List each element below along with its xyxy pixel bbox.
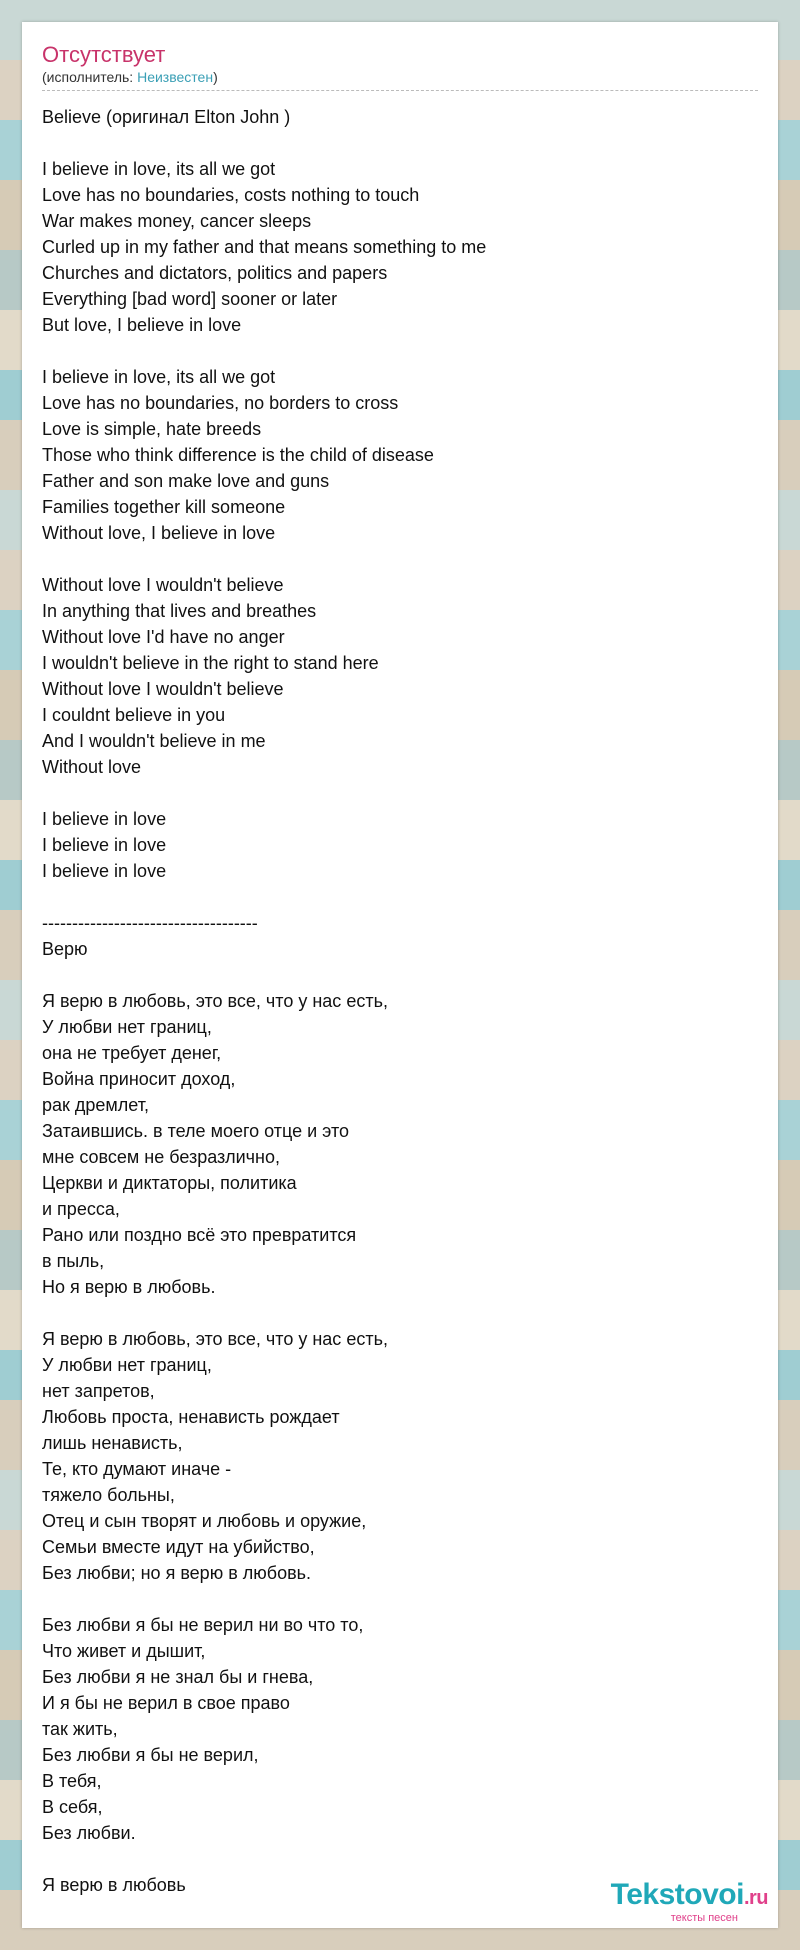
lyric-line: так жить,	[42, 1719, 118, 1739]
stanza-gap	[42, 546, 758, 572]
lyric-line: В себя,	[42, 1797, 103, 1817]
lyric-line: Without love	[42, 757, 142, 777]
stanza-gap	[42, 884, 758, 910]
lyric-line: I believe in love	[42, 809, 167, 829]
lyric-line: Those who think difference is the child of disease	[42, 445, 434, 465]
lyric-line: Но я верю в любовь.	[42, 1277, 216, 1297]
lyric-line: I couldnt believe in you	[42, 705, 226, 725]
lyric-line: тяжело больны,	[42, 1485, 175, 1505]
lyric-line: Love has no boundaries, no borders to cross	[42, 393, 399, 413]
lyric-line: И я бы не верил в свое право	[42, 1693, 290, 1713]
stanza-gap	[42, 962, 758, 988]
lyric-line: Father and son make love and guns	[42, 471, 330, 491]
lyric-line: I wouldn't believe in the right to stand here	[42, 653, 379, 673]
lyric-line: В тебя,	[42, 1771, 102, 1791]
lyric-line: ------------------------------------	[42, 913, 258, 933]
stanza-gap	[42, 780, 758, 806]
artist-prefix: (исполнитель:	[42, 69, 138, 85]
lyric-line: лишь ненависть,	[42, 1433, 183, 1453]
lyric-line: But love, I believe in love	[42, 315, 242, 335]
lyrics-text	[42, 104, 758, 1898]
lyric-line: Отец и сын творят и любовь и оружие,	[42, 1511, 367, 1531]
song-header	[42, 42, 758, 91]
lyric-line: I believe in love, its all we got	[42, 367, 276, 387]
stanza-gap	[42, 1846, 758, 1872]
lyric-line: мне совсем не безразлично,	[42, 1147, 280, 1167]
lyric-line: Without love I wouldn't believe	[42, 679, 284, 699]
lyric-line: Without love, I believe in love	[42, 523, 276, 543]
lyric-line: Война приносит доход,	[42, 1069, 236, 1089]
lyric-line: Рано или поздно всё это превратится	[42, 1225, 357, 1245]
lyric-line: Без любви я бы не верил ни во что то,	[42, 1615, 364, 1635]
artist-line	[42, 68, 758, 86]
stanza-gap	[42, 1300, 758, 1326]
lyric-line: Я верю в любовь	[42, 1875, 186, 1895]
lyric-line: And I wouldn't believe in me	[42, 731, 266, 751]
lyric-line: У любви нет границ,	[42, 1355, 212, 1375]
lyric-line: Everything [bad word] sooner or later	[42, 289, 338, 309]
stanza-gap	[42, 1586, 758, 1612]
lyric-line: Я верю в любовь, это все, что у нас есть,	[42, 991, 388, 1011]
lyric-line: Без любви я бы не верил,	[42, 1745, 259, 1765]
lyric-line: In anything that lives and breathes	[42, 601, 317, 621]
lyric-line: I believe in love	[42, 861, 167, 881]
artist-link[interactable]: Неизвестен	[137, 69, 214, 85]
lyric-line: нет запретов,	[42, 1381, 155, 1401]
lyric-line: I believe in love, its all we got	[42, 159, 276, 179]
lyric-line: Без любви.	[42, 1823, 136, 1843]
lyric-line: I believe in love	[42, 835, 167, 855]
lyric-line: Затаившись. в теле моего отце и это	[42, 1121, 350, 1141]
logo-tld: .ru	[743, 1887, 768, 1909]
stanza-gap	[42, 338, 758, 364]
lyric-line: и пресса,	[42, 1199, 120, 1219]
stanza-gap	[42, 130, 758, 156]
lyric-line: Те, кто думают иначе -	[42, 1459, 232, 1479]
logo-tagline: тексты песен	[670, 1912, 738, 1924]
artist-suffix: )	[213, 69, 218, 85]
song-title: Отсутствует	[42, 42, 166, 67]
lyric-line: Without love I wouldn't believe	[42, 575, 284, 595]
lyric-line: в пыль,	[42, 1251, 105, 1271]
lyric-line: Любовь проста, ненависть рождает	[42, 1407, 340, 1427]
lyric-line: Я верю в любовь, это все, что у нас есть,	[42, 1329, 388, 1349]
lyric-line: У любви нет границ,	[42, 1017, 212, 1037]
lyric-line: Церкви и диктаторы, политика	[42, 1173, 297, 1193]
lyric-line: она не требует денег,	[42, 1043, 222, 1063]
logo-name: Tekstovoi	[610, 1878, 744, 1911]
lyric-line: Believe (оригинал Elton John )	[42, 107, 291, 127]
lyric-line: Families together kill someone	[42, 497, 286, 517]
lyric-line: War makes money, cancer sleeps	[42, 211, 312, 231]
lyric-line: рак дремлет,	[42, 1095, 149, 1115]
lyric-line: Love has no boundaries, costs nothing to touch	[42, 185, 420, 205]
lyric-line: Семьи вместе идут на убийство,	[42, 1537, 315, 1557]
lyric-line: Curled up in my father and that means something to me	[42, 237, 487, 257]
lyric-line: Without love I'd have no anger	[42, 627, 285, 647]
lyric-line: Что живет и дышит,	[42, 1641, 206, 1661]
lyric-line: Без любви; но я верю в любовь.	[42, 1563, 312, 1583]
lyric-line: Без любви я не знал бы и гнева,	[42, 1667, 314, 1687]
lyric-line: Верю	[42, 939, 88, 959]
lyric-line: Churches and dictators, politics and papers	[42, 263, 388, 283]
site-logo[interactable]	[611, 1879, 768, 1924]
lyrics-card	[22, 22, 778, 1928]
lyric-line: Love is simple, hate breeds	[42, 419, 262, 439]
